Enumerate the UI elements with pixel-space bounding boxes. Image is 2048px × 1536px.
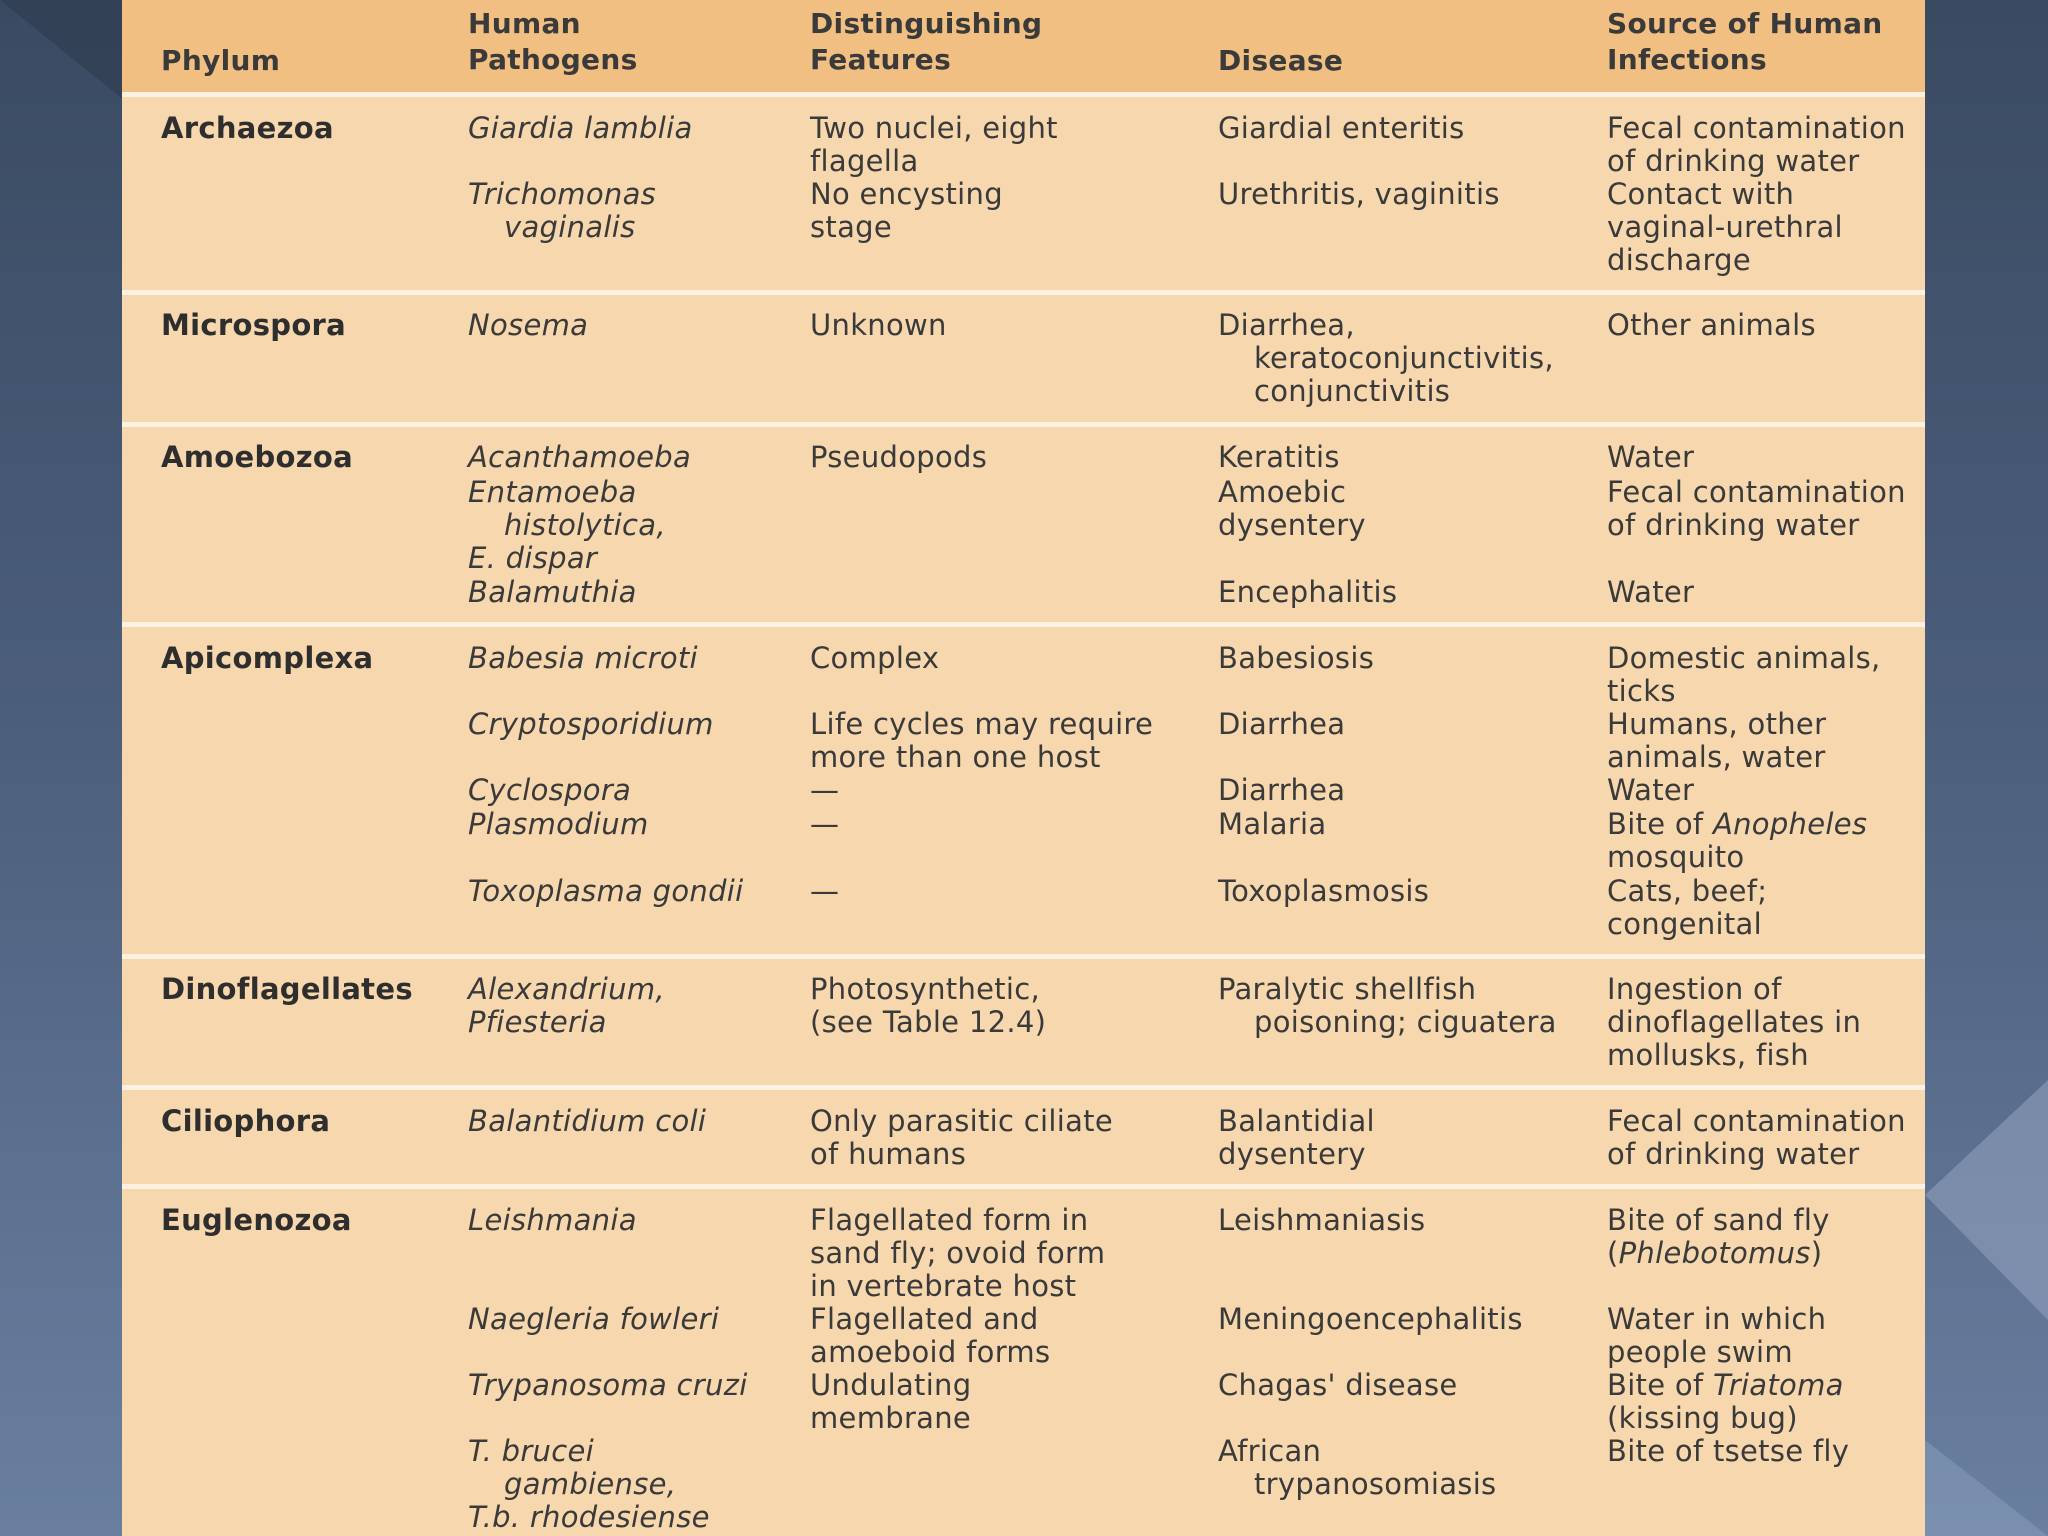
feature-cell: more than one host (810, 740, 1101, 774)
source-cell: Other animals (1607, 308, 1816, 342)
phylum-cell: Microspora (161, 308, 347, 342)
feature-cell: Unknown (810, 308, 947, 342)
feature-cell: Two nuclei, eight (810, 111, 1058, 145)
source-genus: Phlebotomus (1618, 1236, 1811, 1270)
source-cell: Bite of tsetse fly (1607, 1434, 1850, 1468)
header-human-pathogens: Human Pathogens (468, 7, 638, 76)
source-cell: Fecal contamination (1607, 111, 1906, 145)
disease-cell: keratoconjunctivitis, (1254, 341, 1554, 375)
pathogen-cell: T.b. rhodesiense (468, 1500, 710, 1534)
phylum-cell: Amoebozoa (161, 440, 354, 474)
feature-cell: amoeboid forms (810, 1335, 1051, 1369)
source-cell: Ingestion of (1607, 972, 1782, 1006)
pathogen-cell: Acanthamoeba (468, 440, 692, 474)
source-cell: (kissing bug) (1607, 1401, 1798, 1435)
pathogen-cell: Nosema (468, 308, 589, 342)
disease-cell: Encephalitis (1218, 575, 1398, 609)
disease-cell: Leishmaniasis (1218, 1203, 1426, 1237)
source-cell: Water (1607, 575, 1695, 609)
feature-cell: Life cycles may require (810, 707, 1154, 741)
feature-cell: (see Table 12.4) (810, 1005, 1047, 1039)
pathogen-cell: Trichomonas (468, 177, 657, 211)
feature-cell: No encysting (810, 177, 1003, 211)
source-cell: Humans, other (1607, 707, 1827, 741)
feature-cell: Flagellated and (810, 1302, 1039, 1336)
feature-cell: Undulating (810, 1368, 972, 1402)
disease-cell: Balantidial (1218, 1104, 1375, 1138)
pathogen-cell: Cyclospora (468, 773, 632, 807)
pathogen-cell: histolytica, (504, 508, 666, 542)
pathogen-cell: Cryptosporidium (468, 707, 714, 741)
feature-cell: flagella (810, 144, 919, 178)
source-cell: mollusks, fish (1607, 1038, 1809, 1072)
source-genus: Triatoma (1712, 1368, 1844, 1402)
row-divider (122, 92, 1925, 97)
source-genus: Anopheles (1712, 807, 1868, 841)
disease-cell: dysentery (1218, 1137, 1366, 1171)
pathogen-cell: Giardia lamblia (468, 111, 693, 145)
phylum-cell: Dinoflagellates (161, 972, 413, 1006)
row-divider (122, 1085, 1925, 1090)
disease-cell: Giardial enteritis (1218, 111, 1465, 145)
disease-cell: Urethritis, vaginitis (1218, 177, 1500, 211)
feature-cell: Pseudopods (810, 440, 988, 474)
pathogen-cell: gambiense, (504, 1467, 677, 1501)
pathogen-cell: Balantidium coli (468, 1104, 707, 1138)
source-cell: Water (1607, 440, 1695, 474)
source-cell (1607, 808, 1867, 841)
row-divider (122, 1184, 1925, 1189)
source-cell: animals, water (1607, 740, 1826, 774)
pathogen-cell: vaginalis (504, 210, 636, 244)
source-cell: Domestic animals, (1607, 641, 1881, 675)
source-cell: dinoflagellates in (1607, 1005, 1862, 1039)
feature-cell: Photosynthetic, (810, 972, 1041, 1006)
header-phylum: Phylum (161, 44, 281, 77)
pathogen-cell: Babesia microti (468, 641, 698, 675)
disease-cell: Chagas' disease (1218, 1368, 1458, 1402)
disease-cell: Meningoencephalitis (1218, 1302, 1523, 1336)
source-text: Bite of (1607, 807, 1713, 841)
row-divider (122, 422, 1925, 427)
row-divider (122, 954, 1925, 959)
disease-cell: dysentery (1218, 508, 1366, 542)
disease-cell: Keratitis (1218, 440, 1340, 474)
disease-cell: trypanosomiasis (1254, 1467, 1497, 1501)
feature-cell: Complex (810, 641, 940, 675)
pathogen-cell: Balamuthia (468, 575, 637, 609)
source-cell: mosquito (1607, 840, 1745, 874)
phylum-cell: Apicomplexa (161, 641, 374, 675)
pathogen-cell: Alexandrium, (468, 972, 665, 1006)
header-distinguishing-features: Distinguishing Features (810, 7, 1043, 76)
source-text: ) (1810, 1236, 1823, 1270)
source-cell: ticks (1607, 674, 1676, 708)
phylum-cell: Ciliophora (161, 1104, 331, 1138)
feature-cell: Only parasitic ciliate (810, 1104, 1113, 1138)
source-cell: Water (1607, 773, 1695, 807)
source-cell: of drinking water (1607, 144, 1860, 178)
disease-cell: Malaria (1218, 807, 1327, 841)
disease-cell: conjunctivitis (1254, 374, 1451, 408)
pathogen-cell: Trypanosoma cruzi (468, 1368, 748, 1402)
feature-cell: membrane (810, 1401, 972, 1435)
source-text: Bite of (1607, 1368, 1713, 1402)
pathogen-cell: Entamoeba (468, 475, 637, 509)
source-cell: congenital (1607, 907, 1762, 941)
source-cell: vaginal-urethral (1607, 210, 1843, 244)
feature-cell: in vertebrate host (810, 1269, 1077, 1303)
source-text: ( (1607, 1236, 1619, 1270)
phylum-cell: Archaezoa (161, 111, 334, 145)
disease-cell: Diarrhea (1218, 773, 1346, 807)
feature-cell: — (810, 874, 840, 908)
pathogen-cell: Pfiesteria (468, 1005, 607, 1039)
source-cell: Bite of sand fly (1607, 1203, 1830, 1237)
feature-cell: of humans (810, 1137, 967, 1171)
disease-cell: African (1218, 1434, 1322, 1468)
feature-cell: — (810, 807, 840, 841)
header-disease: Disease (1218, 44, 1344, 77)
source-cell (1607, 1237, 1822, 1270)
disease-cell: Diarrhea (1218, 707, 1346, 741)
source-cell (1607, 1369, 1844, 1402)
row-divider (122, 290, 1925, 295)
feature-cell: — (810, 773, 840, 807)
pathogen-cell: Leishmania (468, 1203, 637, 1237)
feature-cell: stage (810, 210, 893, 244)
header-source: Source of Human Infections (1607, 7, 1883, 76)
feature-cell: Flagellated form in (810, 1203, 1089, 1237)
disease-cell: Diarrhea, (1218, 308, 1355, 342)
source-cell: Water in which (1607, 1302, 1827, 1336)
feature-cell: sand fly; ovoid form (810, 1236, 1106, 1270)
disease-cell: poisoning; ciguatera (1254, 1005, 1557, 1039)
source-cell: of drinking water (1607, 1137, 1860, 1171)
disease-cell: Toxoplasmosis (1218, 874, 1430, 908)
source-cell: Fecal contamination (1607, 475, 1906, 509)
row-divider (122, 622, 1925, 627)
disease-cell: Amoebic (1218, 475, 1347, 509)
source-cell: Cats, beef; (1607, 874, 1768, 908)
pathogen-cell: E. dispar (468, 541, 598, 575)
source-cell: discharge (1607, 243, 1752, 277)
pathogen-cell: Naegleria fowleri (468, 1302, 720, 1336)
disease-cell: Paralytic shellfish (1218, 972, 1477, 1006)
disease-cell: Babesiosis (1218, 641, 1375, 675)
pathogen-cell: Toxoplasma gondii (468, 874, 744, 908)
phylum-cell: Euglenozoa (161, 1203, 352, 1237)
pathogen-cell: T. brucei (468, 1434, 594, 1468)
source-cell: Fecal contamination (1607, 1104, 1906, 1138)
source-cell: Contact with (1607, 177, 1795, 211)
source-cell: of drinking water (1607, 508, 1860, 542)
protozoa-table (122, 0, 1925, 1536)
source-cell: people swim (1607, 1335, 1793, 1369)
pathogen-cell: Plasmodium (468, 807, 649, 841)
